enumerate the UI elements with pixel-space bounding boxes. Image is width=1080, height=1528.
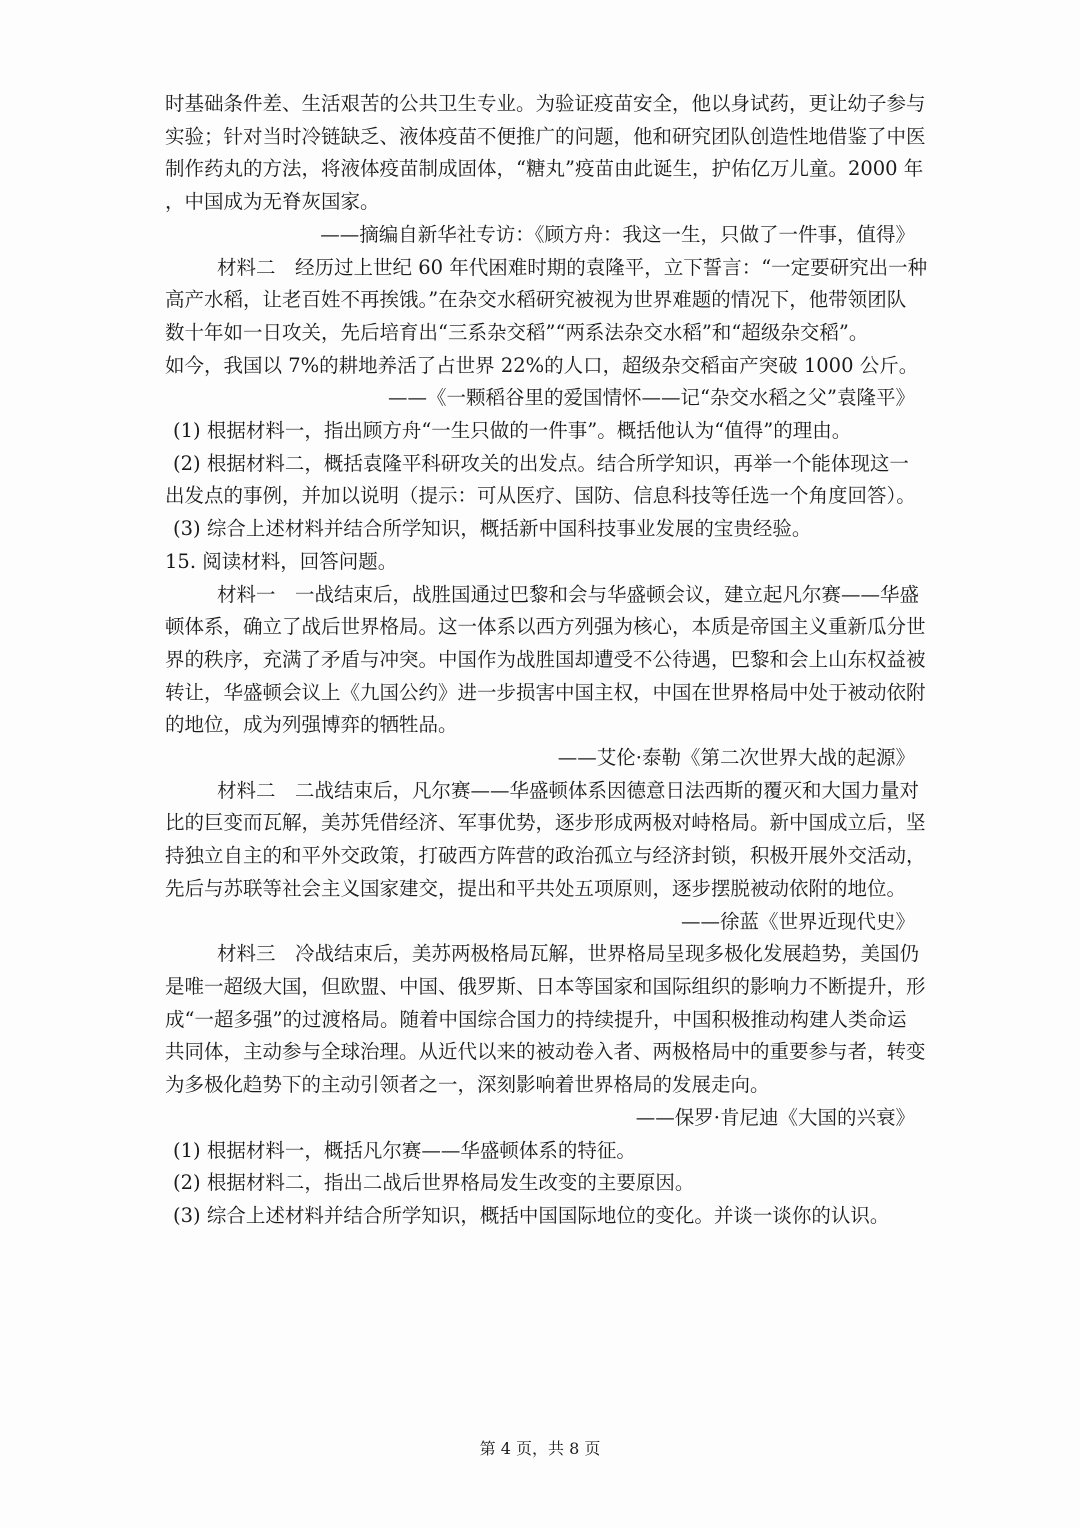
text-line: 先后与苏联等社会主义国家建交，提出和平共处五项原则，逐步摆脱被动依附的地位。 — [165, 876, 907, 900]
material-two-heading: 材料二 二战结束后，凡尔赛——华盛顿体系因德意日法西斯的覆灭和大国力量对 — [217, 778, 920, 802]
question-item: (2) 根据材料二，指出二战后世界格局发生改变的主要原因。 — [173, 1171, 695, 1195]
question-15-title: 15. 阅读材料，回答问题。 — [165, 549, 398, 573]
text-line: 持独立自主的和平外交政策，打破西方阵营的政治孤立与经济封锁，积极开展外交活动， — [165, 844, 926, 868]
text-line: 是唯一超级大国，但欧盟、中国、俄罗斯、日本等国家和国际组织的影响力不断提升，形 — [165, 974, 926, 998]
material-one-heading: 材料一 一战结束后，战胜国通过巴黎和会与华盛顿会议，建立起凡尔赛——华盛 — [217, 582, 920, 606]
material-two-heading: 材料二 经历过上世纪 60 年代困难时期的袁隆平，立下誓言：“一定要研究出一种 — [217, 255, 928, 279]
text-line: 的地位，成为列强博弈的牺牲品。 — [165, 713, 458, 737]
text-line: 实验；针对当时冷链缺乏、液体疫苗不便推广的问题，他和研究团队创造性地借鉴了中医 — [165, 124, 926, 148]
question-item: (3) 综合上述材料并结合所学知识，概括新中国科技事业发展的宝贵经验。 — [173, 517, 812, 541]
text-line: 共同体，主动参与全球治理。从近代以来的被动卷入者、两极格局中的重要参与者，转变 — [165, 1040, 926, 1064]
question-item: (2) 根据材料二，概括袁隆平科研攻关的出发点。结合所学知识，再举一个能体现这一 — [173, 451, 909, 475]
page-content — [165, 88, 928, 1233]
source-citation: ——《一颗稻谷里的爱国情怀——记“杂交水稻之父”袁隆平》 — [388, 386, 915, 410]
text-line: 时基础条件差、生活艰苦的公共卫生专业。为验证疫苗安全，他以身试药，更让幼子参与 — [165, 92, 926, 115]
source-citation: ——艾伦·泰勒《第二次世界大战的起源》 — [557, 746, 915, 770]
source-citation: ——摘编自新华社专访：《顾方舟：我这一生，只做了一件事，值得》 — [320, 222, 915, 246]
question-item: (3) 综合上述材料并结合所学知识，概括中国国际地位的变化。并谈一谈你的认识。 — [173, 1203, 890, 1227]
text-line: 比的巨变而瓦解，美苏凭借经济、军事优势，逐步形成两极对峙格局。新中国成立后，坚 — [165, 811, 926, 835]
page-number-footer: 第 4 页，共 8 页 — [479, 1439, 601, 1458]
text-line: 数十年如一日攻关，先后培育出“三系杂交稻”“两系法杂交水稻”和“超级杂交稻”。 — [165, 320, 869, 344]
text-line: 为多极化趋势下的主动引领者之一，深刻影响着世界格局的发展走向。 — [165, 1073, 770, 1097]
source-citation: ——徐蓝《世界近现代史》 — [680, 909, 915, 933]
text-line: 顿体系，确立了战后世界格局。这一体系以西方列强为核心，本质是帝国主义重新瓜分世 — [165, 615, 926, 639]
text-line: 成“一超多强”的过渡格局。随着中国综合国力的持续提升，中国积极推动构建人类命运 — [165, 1007, 907, 1031]
text-line: 转让，华盛顿会议上《九国公约》进一步损害中国主权，中国在世界格局中处于被动依附 — [165, 680, 926, 704]
text-line: 高产水稻，让老百姓不再挨饿。”在杂交水稻研究被视为世界难题的情况下，他带领团队 — [165, 288, 907, 312]
text-line: 界的秩序，充满了矛盾与冲突。中国作为战胜国却遭受不公待遇，巴黎和会上山东权益被 — [165, 647, 926, 671]
source-citation: ——保罗·肯尼迪《大国的兴衰》 — [635, 1105, 915, 1129]
material-three-heading: 材料三 冷战结束后，美苏两极格局瓦解，世界格局呈现多极化发展趋势，美国仍 — [217, 942, 920, 966]
text-line: 制作药丸的方法，将液体疫苗制成固体，“糖丸”疫苗由此诞生，护佑亿万儿童。2000 年 — [165, 157, 924, 181]
question-item-continued: 出发点的事例，并加以说明（提示：可从医疗、国防、信息科技等任选一个角度回答）。 — [165, 484, 916, 508]
text-line: ，中国成为无脊灰国家。 — [165, 190, 380, 214]
question-item: (1) 根据材料一，指出顾方舟“一生只做的一件事”。概括他认为“值得”的理由。 — [173, 419, 852, 443]
question-item: (1) 根据材料一，概括凡尔赛——华盛顿体系的特征。 — [173, 1138, 636, 1162]
text-line: 如今，我国以 7%的耕地养活了占世界 22%的人口，超级杂交稻亩产突破 1000 公斤。 — [165, 353, 919, 377]
